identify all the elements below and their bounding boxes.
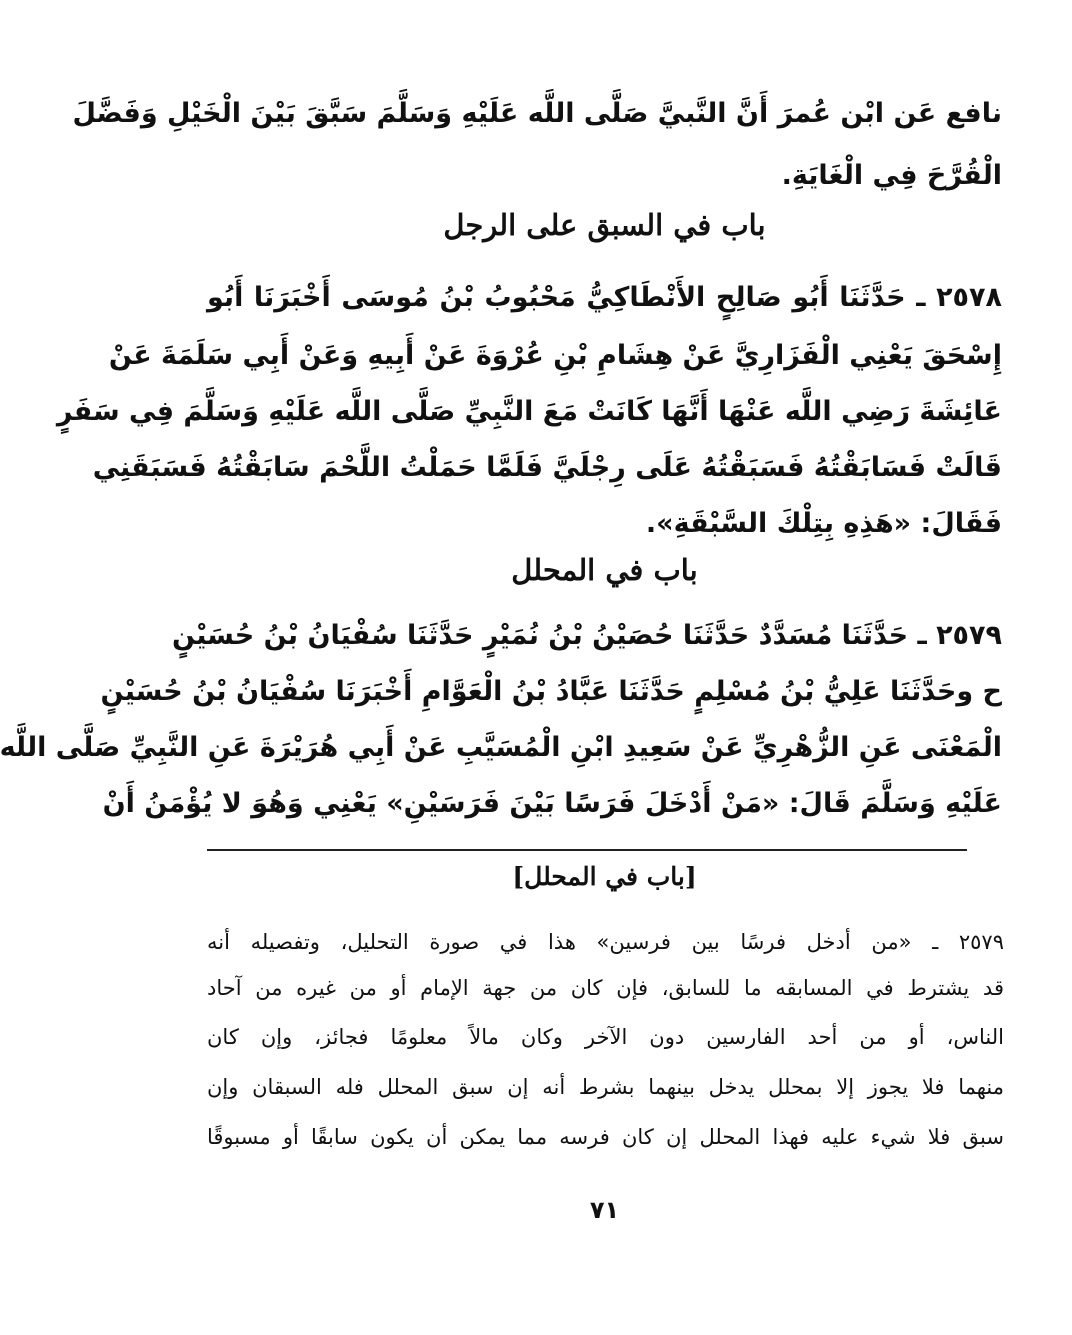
page-number: ٧١ [589, 1196, 620, 1224]
hadith-2578-line-4: قَالَتْ فَسَابَقْتُهُ فَسَبَقْتُهُ عَلَى رِجْلَيَّ فَلَمَّا حَمَلْتُ اللَّحْمَ سَابَقْتُهُ فَسَبَقَنِي [92, 452, 1002, 483]
hadith-2579-line-3: الْمَعْنَى عَنِ الزُّهْرِيِّ عَنْ سَعِيدِ ابْنِ الْمُسَيَّبِ عَنْ أَبِي هُرَيْرَةَ عَنِ النَّبِيِّ صَلَّى اللَّه [0, 732, 1002, 763]
footnote-separator [207, 849, 967, 851]
commentary-line-1: ٢٥٧٩ ـ «من أدخل فرسًا بين فرسين» هذا في صورة التحليل، وتفصيله أنه [207, 930, 1004, 954]
hadith-2579-line-1: ٢٥٧٩ ـ حَدَّثَنَا مُسَدَّدٌ حَدَّثَنَا حُصَيْنُ بْنُ نُمَيْرٍ حَدَّثَنَا سُفْيَانُ بْنُ حُسَيْنٍ [171, 620, 1002, 651]
commentary-line-2: قد يشترط في المسابقه ما للسابق، فإن كان من جهة الإمام أو من غيره من آحاد [207, 976, 1004, 1000]
hadith-2578-line-3: عَائِشَةَ رَضِي اللَّه عَنْهَا أَنَّهَا كَانَتْ مَعَ النَّبِيِّ صَلَّى اللَّه عَلَيْهِ وَسَلَّمَ فِي سَفَرٍ [56, 396, 1002, 427]
hadith-2579-line-4: عَلَيْهِ وَسَلَّمَ قَالَ: «مَنْ أَدْخَلَ فَرَسًا بَيْنَ فَرَسَيْنِ» يَعْنِي وَهُوَ لا يُؤْمَنُ أَنْ [102, 788, 1002, 819]
chapter-heading-race-on-foot: باب في السبق على الرجل [443, 208, 766, 242]
commentary-heading: [باب في المحلل] [512, 862, 697, 891]
commentary-line-4: منهما فلا يجوز إلا بمحلل يدخل بينهما بشرط أنه إن سبق المحلل فله السبقان وإن [207, 1075, 1004, 1099]
hadith-2578-line-2: إِسْحَقَ يَعْنِي الْفَزَارِيَّ عَنْ هِشَامِ بْنِ عُرْوَةَ عَنْ أَبِيهِ وَعَنْ أَبِي سَلَمَةَ عَنْ [108, 340, 1002, 371]
continuation-line-1: نافع عَن ابْن عُمرَ أَنَّ النَّبيَّ صَلَّى اللَّه عَلَيْهِ وَسَلَّمَ سَبَّقَ بَيْنَ الْخَيْلِ وَفَضَّلَ [72, 98, 1002, 129]
chapter-heading-muhallil: باب في المحلل [511, 553, 698, 587]
hadith-2579-line-2: ح وحَدَّثَنَا عَلِيُّ بْنُ مُسْلِمٍ حَدَّثَنَا عَبَّادُ بْنُ الْعَوَّامِ أَخْبَرَنَا سُفْيَانُ بْنُ حُسَيْنٍ [100, 676, 1002, 707]
hadith-2578-line-5: فَقَالَ: «هَذِهِ بِتِلْكَ السَّبْقَةِ». [645, 508, 1002, 539]
hadith-2578-line-1: ٢٥٧٨ ـ حَدَّثَنَا أَبُو صَالِحٍ الأَنْطَاكِيُّ مَحْبُوبُ بْنُ مُوسَى أَخْبَرَنَا أَبُو [207, 282, 1002, 313]
commentary-line-5: سبق فلا شيء عليه فهذا المحلل إن كان فرسه مما يمكن أن يكون سابقًا أو مسبوقًا [207, 1125, 1004, 1149]
continuation-line-2: الْقُرَّحَ فِي الْغَايَةِ. [781, 160, 1002, 191]
commentary-line-3: الناس، أو من أحد الفارسين دون الآخر وكان مالاً معلومًا فجائز، وإن كان [207, 1025, 1004, 1049]
